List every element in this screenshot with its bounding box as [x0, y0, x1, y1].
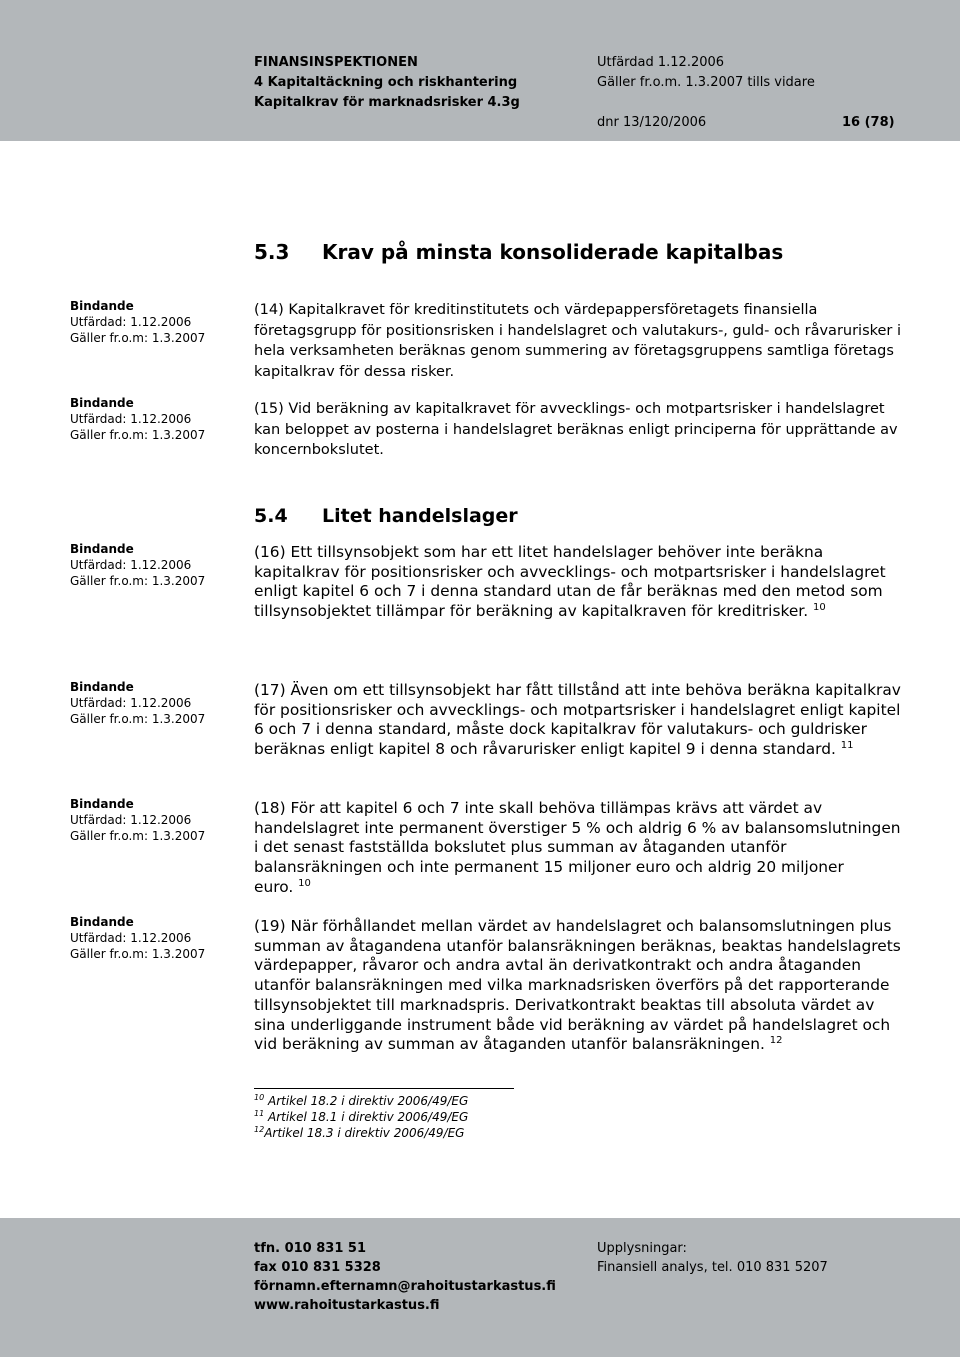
page-number: 16 (78) [842, 115, 895, 130]
paragraph-19: (19) När förhållandet mellan värdet av handelslagret och balansomslutningen plus summan av åtagandena utanför balansräkningen beräknas, beaktas handelslagrets värdepapper, råvaror och andra avtal än derivatkontrakt och andra åtaganden utanför balansräkningen med vilka marknadsrisken överförs på det rapporterande tillsynsobjektet till marknadspris. Derivatkontrakt beaktas till absoluta värdet av sina underliggande instrument både vid beräkning av värdet på handelslagret och vid beräkning av summan av åtaganden utanför balansräkningen. $^{12}$ [254, 917, 901, 1054]
footnote: $^{12}$Artikel 18.3 i direktiv 2006/49/EG [254, 1125, 465, 1140]
section-number: 5.3 [254, 240, 290, 264]
footnote-ref: 10 [813, 601, 826, 613]
side-label: Bindande Utfärdad: 1.12.2006 Gäller fr.o.m: 1.3.2007 [70, 299, 206, 345]
org-name: FINANSINSPEKTIONEN [254, 55, 418, 70]
side-label: Bindande Utfärdad: 1.12.2006 Gäller fr.o.m: 1.3.2007 [70, 680, 206, 726]
chapter-title: 4 Kapitaltäckning och riskhantering [254, 75, 518, 90]
section-heading-5-3 [254, 240, 783, 264]
section-number: 5.4 [254, 505, 288, 527]
footer-info-label: Upplysningar: [597, 1241, 687, 1256]
issued-date: Utfärdad 1.12.2006 [597, 55, 725, 70]
side-label: Bindande Utfärdad: 1.12.2006 Gäller fr.o.m: 1.3.2007 [70, 915, 206, 961]
document-number: dnr 13/120/2006 [597, 115, 707, 130]
footnote-ref: 11 [840, 739, 854, 751]
page-header [0, 0, 960, 141]
document-title: Kapitalkrav för marknadsrisker 4.3g [254, 95, 520, 110]
footnote-ref: 10 [298, 877, 311, 889]
page-footer [0, 1218, 960, 1357]
paragraph-15: (15) Vid beräkning av kapitalkravet för avvecklings- och motpartsrisker i handelslagret kan beloppet av posterna i handelslagret beräknas enligt principerna för upprättande av koncernbokslutet. [254, 401, 898, 458]
side-label: Bindande Utfärdad: 1.12.2006 Gäller fr.o.m: 1.3.2007 [70, 396, 206, 442]
paragraph-16: (16) Ett tillsynsobjekt som har ett litet handelslager behöver inte beräkna kapitalkrav för positionsrisker och avvecklings- och motpartsrisker i handelslagret enligt kapitel 6 och 7 i denna standard utan de får beräknas med den metod som tillsynsobjektet tillämpar för beräkning av kapitalkraven för kreditrisker. $^{10}$ [254, 543, 886, 621]
paragraph-14: (14) Kapitalkravet för kreditinstitutets och värdepappersföretagets finansiella företagsgrupp för positionsrisken i handelslagret och valutakurs-, guld- och råvarurisker i hela verksamheten beräknas genom summering av företagsgruppens samtliga företags kapitalkrav för dessa risker. [254, 302, 902, 380]
side-label: Bindande Utfärdad: 1.12.2006 Gäller fr.o.m: 1.3.2007 [70, 797, 206, 843]
section-title: Litet handelslager [322, 505, 518, 527]
footer-website[interactable]: www.rahoitustarkastus.fi [254, 1298, 440, 1313]
valid-date: Gäller fr.o.m. 1.3.2007 tills vidare [597, 75, 815, 90]
footnote: $^{10}$ Artikel 18.2 i direktiv 2006/49/EG [254, 1093, 469, 1108]
section-title: Krav på minsta konsoliderade kapitalbas [322, 240, 784, 264]
footer-phone: tfn. 010 831 51 [254, 1241, 367, 1256]
paragraph-17: (17) Även om ett tillsynsobjekt har fått tillstånd att inte behöva beräkna kapitalkrav för positionsrisker och avvecklings- och motpartsrisker i handelslagret enligt kapitel 6 och 7 i denna standard, måste dock kapitalkrav för valutakurs- och guldrisker beräknas enligt kapitel 8 och råvarurisker enligt kapitel 9 i denna standard. $^{11}$ [254, 681, 901, 759]
side-label: Bindande Utfärdad: 1.12.2006 Gäller fr.o.m: 1.3.2007 [70, 542, 206, 588]
paragraph-18: (18) För att kapitel 6 och 7 inte skall behöva tillämpas krävs att värdet av handelslagret inte permanent överstiger 5 % och aldrig 6 % av balansomslutningen i det senast fastställda bokslutet plus summan av åtaganden utanför balansräkningen och inte permanent 15 miljoner euro och aldrig 20 miljoner euro. $^{10}$ [254, 799, 901, 896]
footnote: $^{11}$ Artikel 18.1 i direktiv 2006/49/EG [254, 1109, 469, 1124]
footnote-ref: 12 [769, 1035, 783, 1047]
footer-fax: fax 010 831 5328 [254, 1260, 381, 1275]
footnote-divider [254, 1088, 514, 1089]
footer-info-value: Finansiell analys, tel. 010 831 5207 [597, 1260, 828, 1275]
section-heading-5-4 [254, 505, 518, 527]
footer-email[interactable]: förnamn.efternamn@rahoitustarkastus.fi [254, 1279, 556, 1294]
